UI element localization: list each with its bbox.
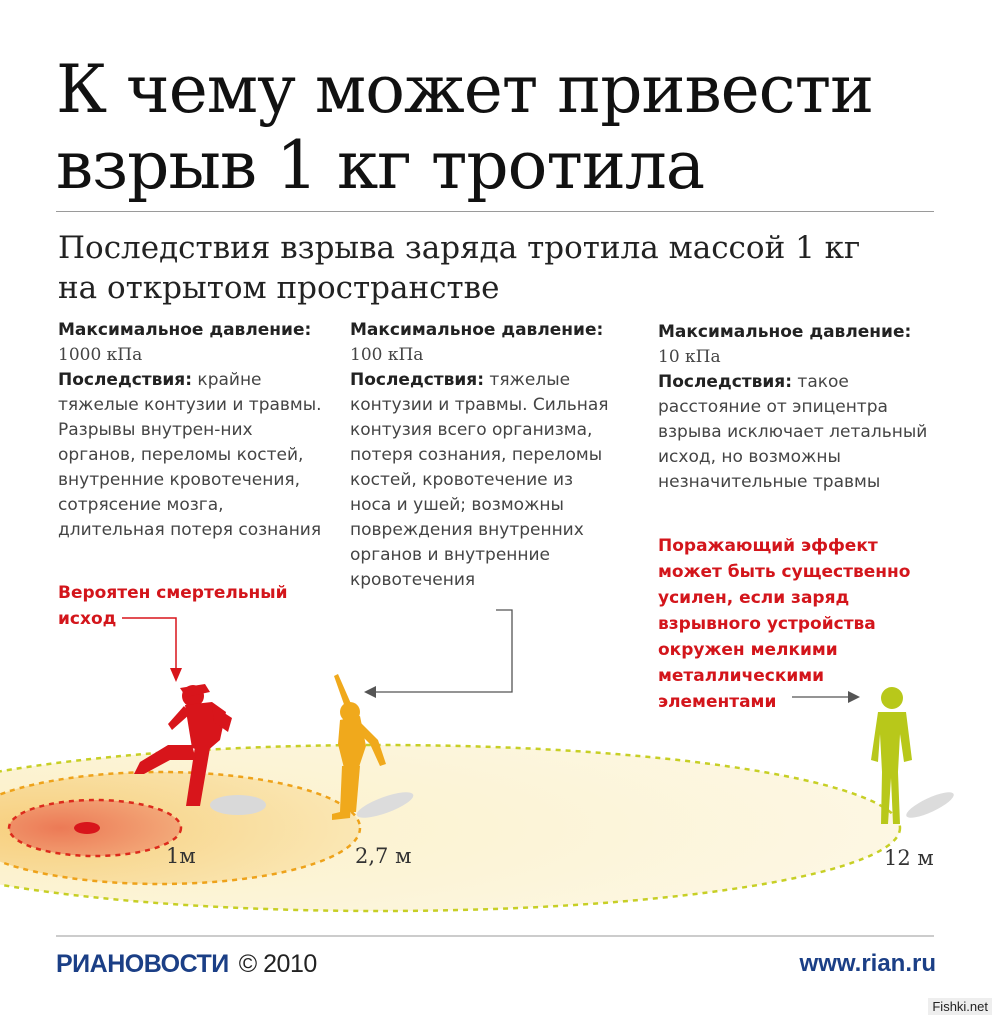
- logo-suffix: НОВОСТИ: [107, 950, 229, 978]
- zone-1-effects-text: крайне тяжелые контузии и травмы. Разрывы внутрен-них органов, переломы костей, внутренние кровотечения, сотрясение мозга, длительная потеря сознания: [58, 370, 322, 540]
- copyright: © 2010: [238, 950, 317, 978]
- logo-prefix: РИА: [56, 950, 108, 978]
- zone-3-pressure-value: 10 кПа: [658, 347, 721, 367]
- ria-novosti-logo: [56, 950, 317, 979]
- zone-1-leader-arrow: [170, 668, 182, 682]
- figure-1-shadow: [210, 795, 266, 815]
- zone-3-effects-label: Последствия:: [658, 372, 793, 392]
- distance-label-2-7m: 2,7 м: [355, 844, 412, 868]
- title-line-1: К чему может привести: [56, 51, 874, 128]
- zone-2-effects-text: тяжелые контузии и травмы. Сильная контузия всего организма, потеря сознания, переломы костей, кровотечение из носа и ушей; возможны повреждения внутренних органов и внутренние кровотечения: [350, 370, 609, 590]
- epicenter-marker: [74, 822, 100, 834]
- figure-3-shadow: [903, 788, 956, 823]
- zone-1-pressure-value: 1000 кПа: [58, 345, 143, 365]
- zone-3-pressure-label: Максимальное давление:: [658, 322, 912, 342]
- zone-2-leader-arrow: [364, 686, 376, 698]
- zone-3-warning-note: Поражающий эффект может быть существенно усилен, если заряд взрывного устройства окружен мелкими металлическими элементами: [658, 536, 911, 712]
- zone-2-leader-line: [374, 610, 512, 692]
- zone-2-pressure-label: Максимальное давление:: [350, 320, 604, 340]
- title-line-2: взрыв 1 кг тротила: [56, 127, 705, 204]
- site-url-link[interactable]: www.rian.ru: [799, 950, 936, 977]
- zone-3-leader-arrow: [848, 691, 860, 703]
- zone-3-effects-text: такое расстояние от эпицентра взрыва исключает летальный исход, но возможны незначительные травмы: [658, 372, 928, 492]
- distance-label-1m: 1м: [166, 844, 196, 868]
- zone-1-effects-label: Последствия:: [58, 370, 193, 390]
- zone-2-pressure-value: 100 кПа: [350, 345, 424, 365]
- distance-label-12m: 12 м: [884, 846, 934, 870]
- zone-1-leader-line: [122, 618, 176, 676]
- subtitle-line-2: на открытом пространстве: [58, 270, 500, 306]
- subtitle-line-1: Последствия взрыва заряда тротила массой 1 кг: [58, 230, 861, 266]
- green-person-figure: [871, 687, 912, 824]
- zone-1-pressure-label: Максимальное давление:: [58, 320, 312, 340]
- watermark: Fishki.net: [928, 998, 992, 1015]
- zone-1-fatal-note: Вероятен смертельный исход: [58, 583, 288, 629]
- zone-2-effects-label: Последствия:: [350, 370, 485, 390]
